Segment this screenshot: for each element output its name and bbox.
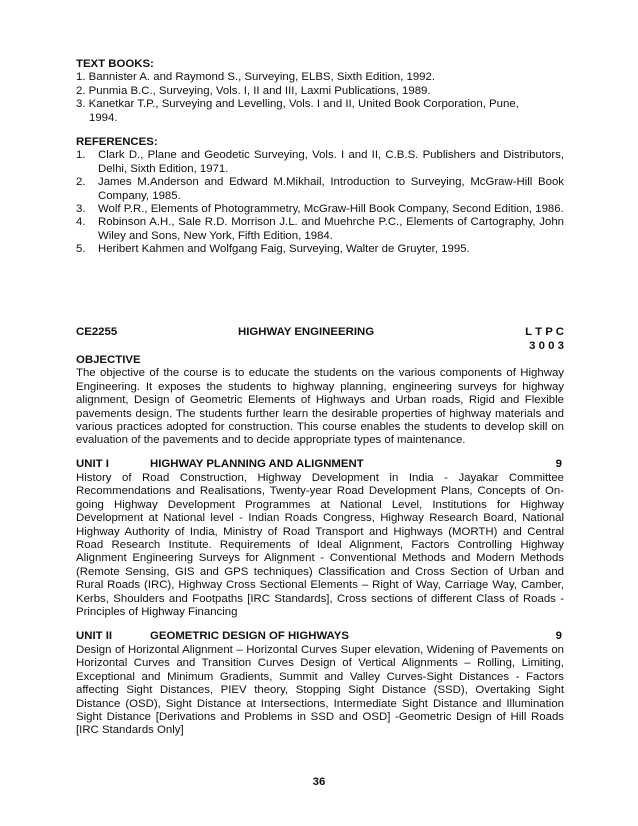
ltpc-label: L T P C (525, 326, 564, 338)
textbook-item: 2. Punmia B.C., Surveying, Vols. I, II and III, Laxmi Publications, 1989. (76, 84, 431, 97)
references-heading: REFERENCES: (76, 136, 158, 148)
reference-text: Wolf P.R., Elements of Photogrammetry, McGraw-Hill Book Company, Second Edition, 1986. (98, 203, 564, 216)
textbook-item: 3. Kanetkar T.P., Surveying and Levelling, Vols. I and II, United Book Corporation, Pune, (76, 98, 519, 111)
references-list (76, 149, 564, 256)
reference-item (76, 243, 564, 256)
reference-number: 3. (76, 203, 86, 216)
reference-text: Heribert Kahmen and Wolfgang Faig, Surveying, Walter de Gruyter, 1995. (98, 243, 470, 256)
reference-item (76, 176, 564, 203)
objective-text: The objective of the course is to educate the students on the various components of Highway Engineering. It exposes the students to highway planning, engineering surveys for highway alignment, Design of Geometric Elements of Highways and Urban roads, Rigid and Flexible pavements design. The students further learn the desirable properties of highway materials and various practices adopted for construction. This course enables the students to develop skill on evaluation of the pavements and to decide appropriate types of maintenance. (76, 367, 564, 447)
unit-1-header (76, 458, 564, 472)
reference-number: 2. (76, 176, 86, 189)
unit-1-section (76, 458, 564, 619)
reference-item (76, 203, 564, 216)
course-section (76, 326, 564, 448)
unit-2-section (76, 630, 564, 738)
page-number: 36 (312, 776, 326, 788)
unit-2-header (76, 630, 564, 644)
unit-1-text: History of Road Construction, Highway Development in India - Jayakar Committee Recommendations and Realisations, Twenty-year Road Development Plans, Concepts of On-going Highway Development Programmes at National Level, Institutions for Highway Development at National level - Indian Roads Congress, Highway Research Board, National Highway Authority of India, Ministry of Road Transport and Highways (MORTH) and Central Road Research Institute. Requirements of Ideal Alignment, Factors Controlling Highway Alignment Engineering Surveys for Alignment - Conventional Methods and Modern Methods (Remote Sensing, GIS and GPS techniques) Classification and Cross Section of Urban and Rural Roads (IRC), Highway Cross Sectional Elements – Right of Way, Carriage Way, Camber, Kerbs, Shoulders and Footpaths [IRC Standards], Cross sections of different Class of Roads - Principles of Highway Financing (76, 472, 564, 619)
reference-text: Robinson A.H., Sale R.D. Morrison J.L. and Muehrche P.C., Elements of Cartography, John Wiley and Sons, New York, Fifth Edition, 1984. (98, 216, 564, 242)
reference-item (76, 149, 564, 176)
reference-item (76, 216, 564, 243)
unit-2-text: Design of Horizontal Alignment – Horizontal Curves Super elevation, Widening of Pavements on Horizontal Curves and Transition Curves Design of Vertical Alignments – Rolling, Limiting, Exceptional and Minimum Gradients, Summit and Valley Curves-Sight Distances - Factors affecting Sight Distances, PIEV theory, Stopping Sight Distance (SSD), Overtaking Sight Distance (OSD), Sight Distance at Intersections, Intermediate Sight Distance and Illumination Sight Distance [Derivations and Problems in SSD and OSD] -Geometric Design of Hill Roads [IRC Standards Only] (76, 644, 564, 737)
references-section (76, 136, 564, 257)
textbook-item: 1. Bannister A. and Raymond S., Surveying, ELBS, Sixth Edition, 1992. (76, 71, 436, 84)
unit-name: UNIT I (76, 458, 109, 470)
unit-title: GEOMETRIC DESIGN OF HIGHWAYS (150, 630, 349, 642)
reference-number: 1. (76, 149, 86, 162)
course-code: CE2255 (76, 326, 118, 338)
unit-name: UNIT II (76, 630, 113, 642)
reference-text: James M.Anderson and Edward M.Mikhail, Introduction to Surveying, McGraw-Hill Book Company, 1985. (98, 176, 564, 202)
unit-hours: 9 (555, 630, 562, 642)
reference-text: Clark D., Plane and Geodetic Surveying, Vols. I and II, C.B.S. Publishers and Distributors, Delhi, Sixth Edition, 1971. (98, 149, 564, 175)
textbook-item-continuation: 1994. (89, 111, 118, 124)
textbooks-list (76, 71, 564, 125)
reference-number: 4. (76, 216, 86, 229)
textbooks-section (76, 58, 564, 125)
unit-hours: 9 (555, 458, 562, 470)
objective-heading: OBJECTIVE (76, 354, 141, 366)
unit-title: HIGHWAY PLANNING AND ALIGNMENT (150, 458, 364, 470)
course-header (76, 326, 564, 340)
reference-number: 5. (76, 243, 86, 256)
course-credits: 3 0 0 3 (529, 340, 564, 352)
textbooks-heading: TEXT BOOKS: (76, 58, 154, 70)
course-title: HIGHWAY ENGINEERING (238, 326, 375, 338)
